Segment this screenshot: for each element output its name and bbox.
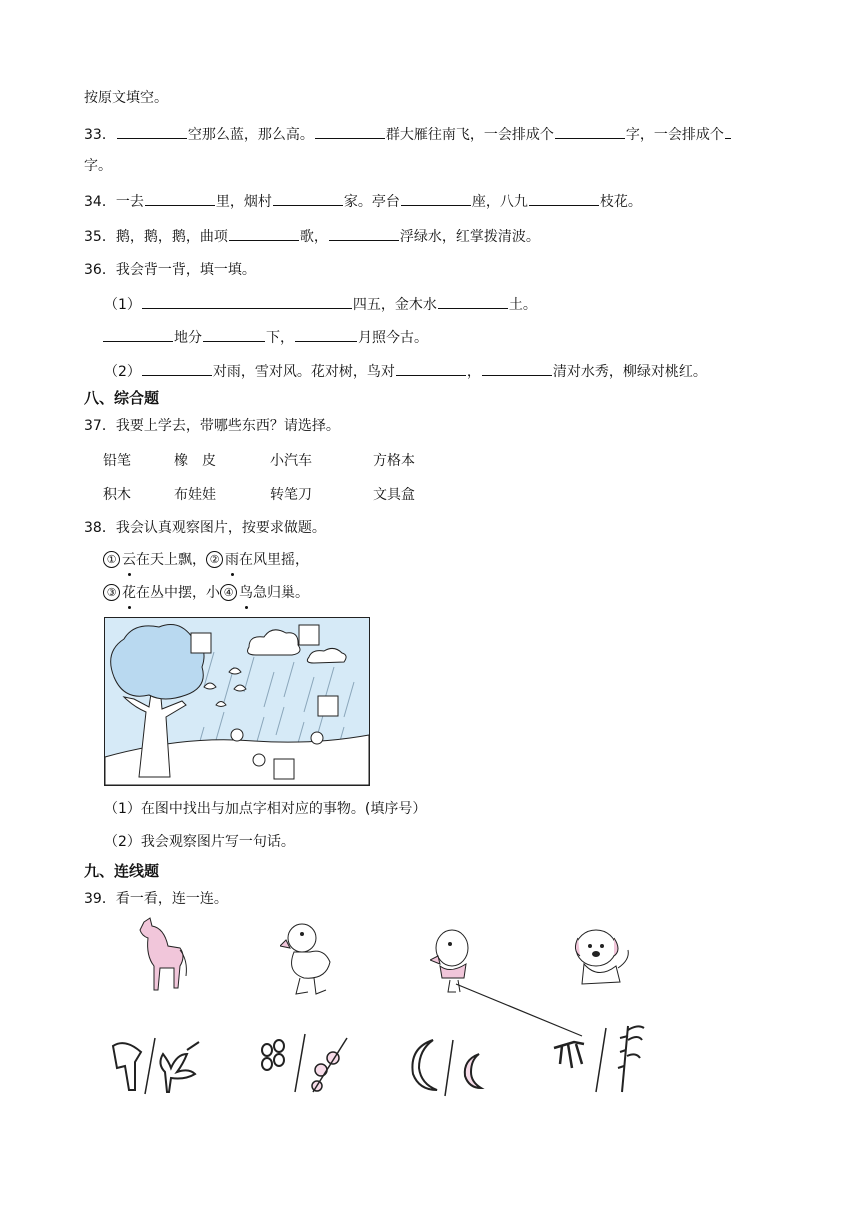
answer-blank[interactable] (229, 226, 299, 241)
question-number: 35． (84, 229, 116, 245)
section-heading-8: 八、综合题 (84, 389, 160, 407)
text: （1） (104, 297, 141, 313)
text: 一去 (115, 194, 144, 210)
horse-icon[interactable] (130, 916, 190, 998)
option-item[interactable]: 小汽车 (270, 453, 312, 469)
answer-blank[interactable] (401, 191, 471, 206)
number-circle: ④ (220, 584, 237, 601)
text: 在丛中摆，小 (136, 585, 220, 601)
text: 下， (266, 330, 294, 346)
text: 对雨，雪对风。花对树，鸟对 (212, 364, 395, 380)
dotted-word: 云 (122, 552, 136, 568)
number-circle: ① (103, 551, 120, 568)
question-number: 39． (84, 891, 116, 907)
text: 在风里摇， (239, 552, 309, 568)
section-heading-9: 九、连线题 (84, 862, 160, 880)
answer-blank[interactable] (482, 361, 552, 376)
text: ， (466, 364, 481, 380)
question-36-part1 (104, 294, 537, 315)
text: 看一看，连一连。 (115, 891, 228, 907)
question-37 (84, 416, 340, 436)
text: 字，一会排成个 (625, 127, 724, 143)
question-number: 33． (84, 127, 116, 143)
question-number: 37． (84, 418, 116, 434)
answer-blank[interactable] (329, 226, 399, 241)
text: （2） (104, 364, 141, 380)
answer-blank[interactable] (103, 327, 173, 342)
question-number: 38． (84, 520, 116, 536)
option-item[interactable]: 布娃娃 (174, 487, 216, 503)
text: 我会背一背，填一填。 (115, 262, 256, 278)
paw-and-plum-icon[interactable] (255, 1030, 355, 1096)
text: 土。 (508, 297, 537, 313)
instruction: 按原文填空。 (84, 90, 168, 106)
answer-blank[interactable] (117, 124, 187, 139)
text: 我会认真观察图片，按要求做题。 (115, 520, 326, 536)
answer-blank[interactable] (203, 327, 265, 342)
option-item[interactable]: 铅笔 (103, 453, 131, 469)
text: 四五，金木水 (352, 297, 437, 313)
question-36-part2 (104, 361, 707, 382)
question-39 (84, 889, 228, 909)
answer-blank[interactable] (315, 124, 385, 139)
dotted-word: 雨 (225, 552, 239, 568)
option-item[interactable]: 橡 皮 (174, 453, 216, 469)
text: 空那么蓝，那么高。 (187, 127, 314, 143)
text: 里，烟村 (215, 194, 272, 210)
question-38-poem-line2 (103, 583, 309, 603)
fork-and-bamboo-icon[interactable] (548, 1020, 648, 1096)
question-number: 36． (84, 262, 116, 278)
text: 浮绿水，红掌拨清波。 (399, 229, 540, 245)
text: 月照今古。 (358, 330, 428, 346)
answer-blank[interactable] (295, 327, 357, 342)
text: 地分 (174, 330, 202, 346)
question-34 (84, 191, 642, 212)
question-33-cont: 字。 (84, 158, 112, 174)
claw-and-moon-icon[interactable] (405, 1034, 495, 1098)
text: 清对水秀，柳绿对桃红。 (552, 364, 707, 380)
option-item[interactable]: 转笔刀 (270, 487, 312, 503)
text: 群大雁往南飞，一会排成个 (385, 127, 554, 143)
option-item[interactable]: 方格本 (373, 453, 415, 469)
answer-blank[interactable] (142, 361, 212, 376)
question-number: 34． (84, 194, 116, 210)
answer-blank[interactable] (438, 294, 508, 309)
question-38-sub1: （1）在图中找出与加点字相对应的事物。(填序号） (104, 801, 427, 817)
duck-icon[interactable] (280, 918, 338, 998)
answer-blank[interactable] (142, 294, 352, 309)
hoof-and-leaf-icon[interactable] (105, 1032, 205, 1098)
text: 座，八九 (471, 194, 528, 210)
answer-blank[interactable] (725, 124, 731, 139)
text: 歌， (299, 229, 328, 245)
question-33 (84, 124, 732, 145)
answer-blank[interactable] (555, 124, 625, 139)
text: 家。亭台 (343, 194, 400, 210)
option-item[interactable]: 文具盒 (373, 487, 415, 503)
number-circle: ③ (103, 584, 120, 601)
question-36 (84, 260, 256, 280)
answer-blank[interactable] (396, 361, 466, 376)
question-38-sub2: （2）我会观察图片写一句话。 (104, 834, 295, 850)
text: 在天上飘， (136, 552, 206, 568)
question-38 (84, 518, 326, 538)
text: 急归巢。 (253, 585, 309, 601)
answer-blank[interactable] (145, 191, 215, 206)
number-circle: ② (206, 551, 223, 568)
weather-scene-illustration (104, 617, 370, 786)
dotted-word: 花 (122, 585, 136, 601)
option-item[interactable]: 积木 (103, 487, 131, 503)
answer-blank[interactable] (529, 191, 599, 206)
text: 我要上学去，带哪些东西？请选择。 (115, 418, 340, 434)
text: 枝花。 (599, 194, 642, 210)
question-36-part1-line2 (102, 327, 428, 348)
text: 鹅，鹅，鹅，曲项 (115, 229, 228, 245)
question-38-poem-line1 (103, 550, 309, 570)
answer-blank[interactable] (273, 191, 343, 206)
dotted-word: 鸟 (239, 585, 253, 601)
question-35 (84, 226, 540, 247)
